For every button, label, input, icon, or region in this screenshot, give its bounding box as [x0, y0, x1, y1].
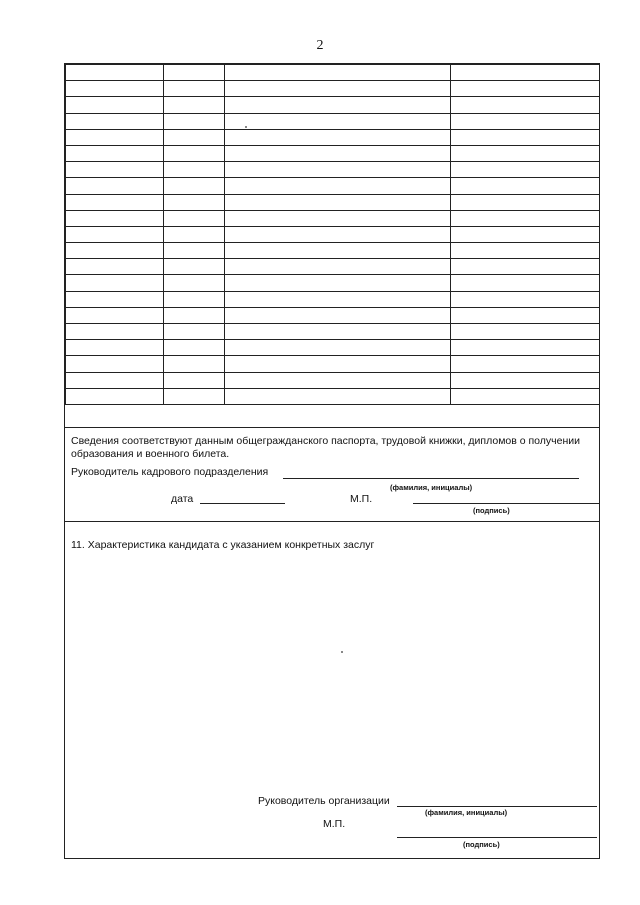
table-cell[interactable] — [66, 226, 164, 242]
table-row — [66, 226, 600, 242]
table-cell[interactable] — [451, 275, 600, 291]
verification-section-divider — [65, 427, 599, 428]
hr-head-name-caption: (фамилия, инициалы) — [390, 483, 473, 492]
scan-speck — [245, 126, 247, 128]
hr-head-name-line[interactable] — [283, 478, 579, 479]
table-cell[interactable] — [225, 307, 451, 323]
record-table — [65, 64, 600, 405]
table-cell[interactable] — [164, 372, 225, 388]
table-cell[interactable] — [66, 210, 164, 226]
table-row — [66, 275, 600, 291]
table-cell[interactable] — [164, 194, 225, 210]
table-cell[interactable] — [66, 65, 164, 81]
table-cell[interactable] — [66, 129, 164, 145]
date-line[interactable] — [200, 503, 285, 504]
table-row — [66, 97, 600, 113]
table-cell[interactable] — [66, 259, 164, 275]
table-cell[interactable] — [451, 388, 600, 404]
org-head-name-caption: (фамилия, инициалы) — [425, 808, 508, 817]
table-cell[interactable] — [451, 113, 600, 129]
table-cell[interactable] — [451, 129, 600, 145]
table-cell[interactable] — [225, 145, 451, 161]
table-cell[interactable] — [451, 324, 600, 340]
table-cell[interactable] — [225, 65, 451, 81]
table-cell[interactable] — [451, 356, 600, 372]
table-cell[interactable] — [164, 226, 225, 242]
table-row — [66, 162, 600, 178]
table-cell[interactable] — [225, 356, 451, 372]
table-cell[interactable] — [66, 243, 164, 259]
hr-signature-line[interactable] — [413, 503, 599, 504]
hr-signature-caption: (подпись) — [473, 506, 510, 515]
date-label: дата — [171, 493, 194, 505]
table-cell[interactable] — [451, 259, 600, 275]
table-cell[interactable] — [451, 210, 600, 226]
table-row — [66, 178, 600, 194]
hr-head-label: Руководитель кадрового подразделения — [71, 466, 269, 478]
table-cell[interactable] — [164, 129, 225, 145]
table-cell[interactable] — [66, 340, 164, 356]
hr-stamp-label: М.П. — [350, 493, 373, 505]
table-cell[interactable] — [66, 372, 164, 388]
table-cell[interactable] — [66, 145, 164, 161]
table-row — [66, 307, 600, 323]
form-frame — [64, 63, 600, 859]
table-cell[interactable] — [66, 81, 164, 97]
table-cell[interactable] — [451, 81, 600, 97]
table-cell[interactable] — [164, 275, 225, 291]
table-cell[interactable] — [164, 243, 225, 259]
table-cell[interactable] — [225, 97, 451, 113]
table-cell[interactable] — [225, 372, 451, 388]
table-cell[interactable] — [225, 162, 451, 178]
table-cell[interactable] — [451, 162, 600, 178]
table-cell[interactable] — [451, 178, 600, 194]
table-cell[interactable] — [225, 324, 451, 340]
table-cell[interactable] — [451, 97, 600, 113]
table-cell[interactable] — [225, 194, 451, 210]
table-row — [66, 356, 600, 372]
table-cell[interactable] — [225, 210, 451, 226]
table-cell[interactable] — [225, 113, 451, 129]
table-cell[interactable] — [66, 307, 164, 323]
table-cell[interactable] — [225, 226, 451, 242]
table-cell[interactable] — [451, 226, 600, 242]
table-cell[interactable] — [225, 178, 451, 194]
table-cell[interactable] — [225, 291, 451, 307]
table-cell[interactable] — [164, 145, 225, 161]
table-cell[interactable] — [66, 113, 164, 129]
table-cell[interactable] — [225, 340, 451, 356]
table-row — [66, 129, 600, 145]
page-number: 2 — [316, 38, 324, 53]
table-cell[interactable] — [164, 324, 225, 340]
org-signature-line[interactable] — [397, 837, 597, 838]
characteristics-heading: 11. Характеристика кандидата с указанием конкретных заслуг — [71, 539, 375, 551]
table-cell[interactable] — [164, 113, 225, 129]
table-cell[interactable] — [66, 388, 164, 404]
table-cell[interactable] — [225, 243, 451, 259]
table-cell[interactable] — [66, 194, 164, 210]
table-row — [66, 145, 600, 161]
table-cell[interactable] — [451, 340, 600, 356]
table-row — [66, 81, 600, 97]
table-cell[interactable] — [451, 194, 600, 210]
table-cell[interactable] — [164, 388, 225, 404]
table-cell[interactable] — [164, 81, 225, 97]
table-cell[interactable] — [225, 275, 451, 291]
table-row — [66, 324, 600, 340]
table-cell[interactable] — [66, 275, 164, 291]
org-head-name-line[interactable] — [397, 806, 597, 807]
table-cell[interactable] — [66, 291, 164, 307]
scan-speck — [341, 651, 343, 653]
org-stamp-label: М.П. — [323, 818, 346, 830]
table-cell[interactable] — [451, 65, 600, 81]
table-cell[interactable] — [451, 243, 600, 259]
table-cell[interactable] — [164, 291, 225, 307]
table-cell[interactable] — [451, 372, 600, 388]
table-cell[interactable] — [451, 307, 600, 323]
table-row — [66, 340, 600, 356]
table-row — [66, 259, 600, 275]
table-cell[interactable] — [164, 259, 225, 275]
table-row — [66, 113, 600, 129]
org-head-label: Руководитель организации — [258, 795, 390, 807]
table-cell[interactable] — [225, 259, 451, 275]
table-cell[interactable] — [164, 162, 225, 178]
table-cell[interactable] — [164, 65, 225, 81]
table-row — [66, 65, 600, 81]
table-cell[interactable] — [66, 97, 164, 113]
table-cell[interactable] — [66, 324, 164, 340]
table-cell[interactable] — [225, 81, 451, 97]
table-cell[interactable] — [164, 97, 225, 113]
table-cell[interactable] — [164, 178, 225, 194]
table-cell[interactable] — [164, 210, 225, 226]
table-cell[interactable] — [164, 340, 225, 356]
table-row — [66, 388, 600, 404]
table-cell[interactable] — [66, 178, 164, 194]
table-cell[interactable] — [66, 356, 164, 372]
table-cell[interactable] — [164, 356, 225, 372]
table-cell[interactable] — [451, 291, 600, 307]
table-cell[interactable] — [66, 162, 164, 178]
table-row — [66, 372, 600, 388]
table-row — [66, 291, 600, 307]
table-cell[interactable] — [225, 129, 451, 145]
table-cell[interactable] — [164, 307, 225, 323]
org-signature-caption: (подпись) — [463, 840, 500, 849]
table-cell[interactable] — [451, 145, 600, 161]
table-row — [66, 194, 600, 210]
table-row — [66, 210, 600, 226]
verification-statement: Сведения соответствуют данным общегражданского паспорта, трудовой книжки, дипломов о получении образования и военного билета. — [71, 435, 581, 460]
table-cell[interactable] — [225, 388, 451, 404]
table-row — [66, 243, 600, 259]
characteristics-divider — [65, 521, 599, 522]
